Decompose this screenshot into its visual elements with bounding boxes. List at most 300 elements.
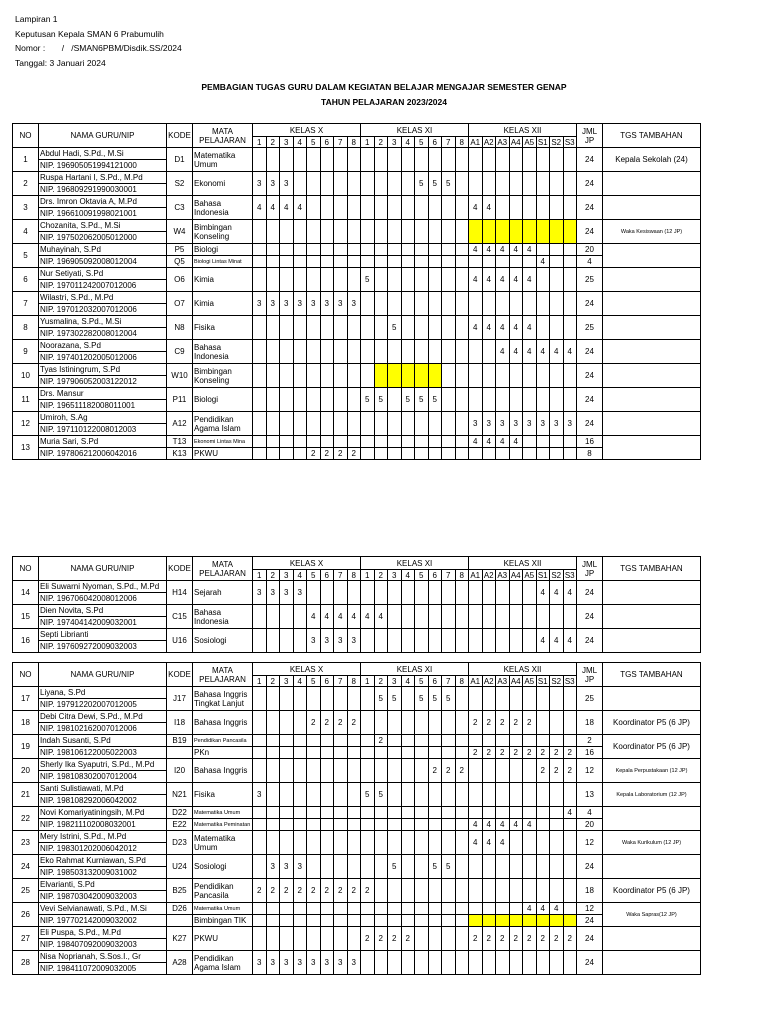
hours-cell: 2 [361,927,375,951]
hours-cell [482,903,496,915]
hours-cell: 4 [509,268,523,292]
hours-cell [347,903,361,915]
hours-cell [388,364,402,388]
total-jp: 2 [577,735,603,747]
hours-cell [496,879,510,903]
hours-cell [334,316,348,340]
extra-task: Kepala Sekolah (24) [603,148,701,172]
hours-cell [347,783,361,807]
subject-code [167,747,193,759]
hours-cell: 3 [536,412,550,436]
hours-cell [361,855,375,879]
class-number-header: A2 [483,570,494,580]
hours-cell [455,148,469,172]
hours-cell [428,220,442,244]
hours-cell [428,448,442,460]
hours-cell [347,581,361,605]
hours-cell [509,879,523,903]
hours-cell [280,807,294,819]
hours-cell [469,879,483,903]
hours-cell: 2 [361,879,375,903]
hours-cell [374,436,388,448]
hours-cell [320,220,334,244]
class-number-header: 6 [428,570,442,581]
hours-cell [253,735,267,747]
hours-cell [482,855,496,879]
extra-task [603,951,701,975]
hours-cell [442,819,456,831]
teacher-name: Eko Rahmat Kurniawan, S.Pd [39,855,167,867]
subject-name: Bahasa Indonesia [193,196,253,220]
hours-cell [388,412,402,436]
teacher-name: Wilastri, S.Pd., M.Pd [39,292,167,304]
hours-cell [266,412,280,436]
extra-task [603,412,701,436]
document-subtitle: TAHUN PELAJARAN 2023/2024 [321,97,447,107]
class-number-header: 5 [307,570,321,581]
hours-cell [536,605,550,629]
hours-cell [334,747,348,759]
hours-cell [347,340,361,364]
subject-name: Bahasa Indonesia [193,340,253,364]
class-number-header: 3 [388,137,402,148]
class-number-header: 2 [266,676,280,687]
hours-cell [401,292,415,316]
hours-cell [307,915,321,927]
class-number-header: 7 [442,570,456,581]
subject-code: D23 [167,831,193,855]
extra-task [603,629,701,653]
hours-cell [253,220,267,244]
hours-cell [253,316,267,340]
hours-cell [280,819,294,831]
hours-cell [388,172,402,196]
hours-cell: 5 [428,855,442,879]
hours-cell [253,412,267,436]
hours-cell [361,903,375,915]
hours-cell: 4 [374,605,388,629]
hours-cell [253,268,267,292]
hours-cell: 4 [550,340,564,364]
hours-cell [536,268,550,292]
hours-cell [334,855,348,879]
hours-cell [280,687,294,711]
hours-cell [455,735,469,747]
row-number: 26 [13,903,39,927]
hours-cell [509,448,523,460]
hours-cell [320,581,334,605]
teacher-nip: NIP. 198503132009031002 [39,867,167,879]
hours-cell [428,807,442,819]
hours-cell: 3 [523,412,537,436]
hours-cell [307,268,321,292]
total-jp: 12 [577,903,603,915]
subject-name: Bahasa Inggris [193,711,253,735]
hours-cell [415,759,429,783]
hours-cell: 3 [266,581,280,605]
hours-cell [334,148,348,172]
teacher-nip: NIP. 198407092009032003 [39,939,167,951]
hours-cell [455,687,469,711]
hours-cell: 3 [253,581,267,605]
hours-cell [388,268,402,292]
hours-cell: 4 [482,268,496,292]
hours-cell [415,581,429,605]
teacher-nip: NIP. 198108292006042002 [39,795,167,807]
hours-cell [266,388,280,412]
hours-cell [361,364,375,388]
class-number-header: A4 [510,137,521,147]
subject-code: P5 [167,244,193,256]
hours-cell [415,903,429,915]
hours-cell [442,879,456,903]
teacher-nip: NIP. 197302282008012004 [39,328,167,340]
hours-cell [509,735,523,747]
hours-cell: 3 [266,172,280,196]
hours-cell [388,879,402,903]
total-jp: 25 [577,268,603,292]
class-number-header: A5 [524,570,535,580]
hours-cell [347,807,361,819]
teacher-nip: NIP. 197401202005012006 [39,352,167,364]
hours-cell [253,148,267,172]
hours-cell [482,220,496,244]
total-jp: 8 [577,448,603,460]
hours-cell [320,819,334,831]
class-number-header: 1 [253,676,267,687]
hours-cell [347,687,361,711]
subject-code: A12 [167,412,193,436]
row-number: 14 [13,581,39,605]
hours-cell [496,629,510,653]
hours-cell [496,388,510,412]
class-number-header: S1 [537,676,548,686]
hours-cell [253,855,267,879]
subject-name: Ekonomi Lintas Mina [193,436,253,448]
hours-cell [307,172,321,196]
hours-cell [550,735,564,747]
hours-cell [280,629,294,653]
teacher-nip: NIP. 198102162007012006 [39,723,167,735]
hours-cell [334,581,348,605]
hours-cell [388,735,402,747]
col-header-class-xii: KELAS XII [469,124,577,137]
header-line: Tanggal: 3 Januari 2024 [15,57,106,68]
col-header-name: NAMA GURU/NIP [39,663,167,687]
hours-cell [563,196,577,220]
hours-cell: 2 [320,711,334,735]
row-number: 10 [13,364,39,388]
class-number-header: A3 [497,137,508,147]
extra-task [603,292,701,316]
row-number: 3 [13,196,39,220]
subject-code: A28 [167,951,193,975]
hours-cell [266,819,280,831]
row-number: 28 [13,951,39,975]
hours-cell [482,148,496,172]
hours-cell [550,687,564,711]
hours-cell [536,172,550,196]
hours-cell [307,340,321,364]
teacher-name: Indah Susanti, S.Pd [39,735,167,747]
hours-cell [469,951,483,975]
hours-cell [509,903,523,915]
teacher-nip: NIP. 197609272009032003 [39,641,167,653]
subject-code: E22 [167,819,193,831]
hours-cell: 3 [334,629,348,653]
hours-cell [482,172,496,196]
class-number-header: S2 [551,570,562,580]
hours-cell [455,364,469,388]
hours-cell [361,759,375,783]
hours-cell [388,340,402,364]
hours-cell: 2 [523,747,537,759]
hours-cell [415,951,429,975]
hours-cell [455,915,469,927]
hours-cell [482,735,496,747]
hours-cell [320,915,334,927]
hours-cell [563,711,577,735]
hours-cell: 4 [280,196,294,220]
hours-cell: 2 [347,448,361,460]
hours-cell: 5 [388,316,402,340]
total-jp: 24 [577,388,603,412]
hours-cell [320,172,334,196]
hours-cell: 3 [266,292,280,316]
subject-code: B25 [167,879,193,903]
hours-cell [307,148,321,172]
teacher-name: Mery Istrini, S.Pd., M.Pd [39,831,167,843]
hours-cell [334,687,348,711]
hours-cell [563,951,577,975]
hours-cell: 3 [509,412,523,436]
hours-cell [401,747,415,759]
teacher-name: Yusmalina, S.Pd., M.Si [39,316,167,328]
teacher-name: Debi Citra Dewi, S.Pd., M.Pd [39,711,167,723]
subject-name: PKWU [193,448,253,460]
hours-cell [293,244,307,256]
hours-cell [334,915,348,927]
hours-cell [347,927,361,951]
total-jp: 25 [577,687,603,711]
hours-cell [293,927,307,951]
hours-cell [415,807,429,819]
subject-name: Ekonomi [193,172,253,196]
hours-cell [320,196,334,220]
document-title: PEMBAGIAN TUGAS GURU DALAM KEGIATAN BELAJAR MENGAJAR SEMESTER GENAP [201,82,567,92]
hours-cell [388,783,402,807]
class-number-header: A3 [497,570,508,580]
hours-cell [563,819,577,831]
hours-cell [442,448,456,460]
hours-cell: 2 [347,711,361,735]
hours-cell: 4 [523,340,537,364]
hours-cell: 3 [266,855,280,879]
hours-cell [482,448,496,460]
hours-cell: 3 [293,951,307,975]
hours-cell [401,220,415,244]
class-number-header: 5 [415,137,429,148]
hours-cell [374,292,388,316]
subject-name: Matematika Umum [193,903,253,915]
hours-cell [469,807,483,819]
assignment-table-2 [12,556,701,653]
hours-cell [496,687,510,711]
hours-cell: 3 [280,292,294,316]
hours-cell [293,436,307,448]
hours-cell [496,783,510,807]
class-number-header: 3 [280,676,294,687]
hours-cell [266,807,280,819]
hours-cell [307,855,321,879]
total-jp: 24 [577,364,603,388]
hours-cell [442,316,456,340]
hours-cell [280,927,294,951]
hours-cell [455,172,469,196]
subject-code: O6 [167,268,193,292]
hours-cell [469,759,483,783]
teacher-nip: NIP. 196706042008012006 [39,593,167,605]
hours-cell [334,340,348,364]
teacher-nip: NIP. 196809291990030001 [39,184,167,196]
hours-cell [415,747,429,759]
hours-cell: 4 [550,581,564,605]
hours-cell [401,448,415,460]
class-number-header: 3 [388,570,402,581]
hours-cell [280,711,294,735]
total-jp: 24 [577,220,603,244]
row-number: 18 [13,711,39,735]
hours-cell [334,783,348,807]
hours-cell [415,148,429,172]
hours-cell [388,951,402,975]
hours-cell: 4 [482,196,496,220]
hours-cell [523,581,537,605]
hours-cell [266,927,280,951]
hours-cell: 3 [253,292,267,316]
hours-cell: 2 [293,879,307,903]
hours-cell [401,340,415,364]
total-jp: 12 [577,831,603,855]
hours-cell: 2 [320,448,334,460]
row-number: 23 [13,831,39,855]
hours-cell: 5 [415,388,429,412]
hours-cell: 4 [563,807,577,819]
hours-cell [401,855,415,879]
class-number-header: 2 [266,137,280,148]
extra-task [603,244,701,268]
hours-cell [482,581,496,605]
hours-cell [320,759,334,783]
hours-cell [401,316,415,340]
col-header-code: KODE [167,663,193,687]
hours-cell: 3 [482,412,496,436]
hours-cell: 2 [280,879,294,903]
hours-cell [415,819,429,831]
hours-cell [563,879,577,903]
hours-cell: 3 [293,581,307,605]
hours-cell [482,340,496,364]
row-number: 22 [13,807,39,831]
hours-cell: 5 [428,687,442,711]
class-number-header: 1 [253,570,267,581]
hours-cell [563,855,577,879]
hours-cell [266,448,280,460]
hours-cell [469,388,483,412]
hours-cell [280,148,294,172]
hours-cell [415,256,429,268]
hours-cell [307,819,321,831]
class-number-header: 7 [334,570,348,581]
hours-cell [266,759,280,783]
hours-cell: 2 [482,747,496,759]
hours-cell [334,831,348,855]
hours-cell [469,256,483,268]
hours-cell [455,268,469,292]
hours-cell [550,879,564,903]
hours-cell: 2 [469,927,483,951]
hours-cell [523,605,537,629]
teacher-name: Sherly Ika Syaputri, S.Pd., M.Pd [39,759,167,771]
hours-cell [496,759,510,783]
hours-cell: 4 [509,340,523,364]
hours-cell [482,807,496,819]
hours-cell [320,256,334,268]
hours-cell: 5 [374,388,388,412]
hours-cell [253,927,267,951]
hours-cell [361,448,375,460]
class-number-header: 5 [415,676,429,687]
hours-cell [401,879,415,903]
hours-cell [496,807,510,819]
col-header-class-x: KELAS X [253,557,361,570]
subject-name: Kimia [193,292,253,316]
hours-cell [374,196,388,220]
hours-cell [293,831,307,855]
class-number-header: 8 [347,676,361,687]
hours-cell: 2 [334,711,348,735]
hours-cell [293,448,307,460]
hours-cell [293,364,307,388]
hours-cell [253,831,267,855]
col-header-class-xi: KELAS XI [361,124,469,137]
hours-cell [293,256,307,268]
hours-cell [455,903,469,915]
hours-cell [509,220,523,244]
hours-cell: 5 [388,687,402,711]
hours-cell: 4 [509,316,523,340]
class-number-header: 6 [320,570,334,581]
hours-cell [374,951,388,975]
hours-cell [442,196,456,220]
hours-cell [320,807,334,819]
total-jp: 24 [577,915,603,927]
hours-cell [523,448,537,460]
hours-cell [563,915,577,927]
hours-cell [280,605,294,629]
hours-cell [469,148,483,172]
hours-cell [388,220,402,244]
hours-cell [550,605,564,629]
class-number-header: 2 [374,570,388,581]
hours-cell [361,436,375,448]
hours-cell [374,819,388,831]
hours-cell [415,364,429,388]
hours-cell: 2 [347,879,361,903]
extra-task: Waka Sapras(12 JP) [603,903,701,927]
hours-cell [523,735,537,747]
hours-cell [320,340,334,364]
